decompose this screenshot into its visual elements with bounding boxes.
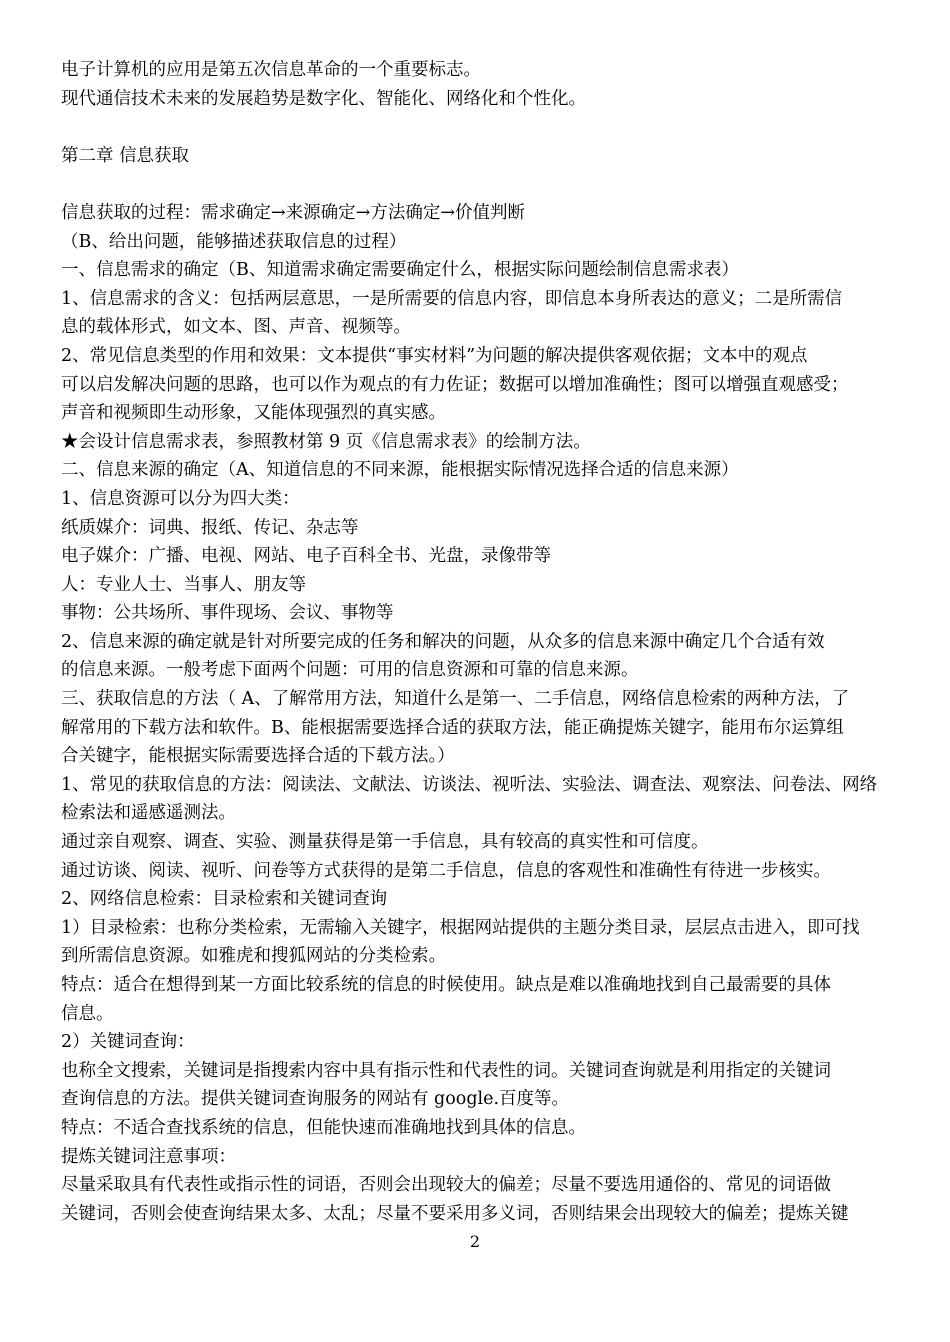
text-line: 2、网络信息检索：目录检索和关键词查询 bbox=[61, 889, 388, 910]
text-line: 通过访谈、阅读、视听、问卷等方式获得的是第二手信息，信息的客观性和准确性有待进一步核实。 bbox=[61, 860, 831, 881]
document-body bbox=[61, 56, 896, 1228]
text-line: 2、信息来源的确定就是针对所要完成的任务和解决的问题，从众多的信息来源中确定几个合适有效 bbox=[61, 631, 825, 652]
text-line: 到所需信息资源。如雅虎和搜狐网站的分类检索。 bbox=[61, 946, 446, 967]
text-line: 人：专业人士、当事人、朋友等 bbox=[61, 574, 306, 595]
text-line: 1、常见的获取信息的方法：阅读法、文献法、访谈法、视听法、实验法、调查法、观察法、问卷法、网络 bbox=[61, 774, 878, 795]
text-line: 可以启发解决问题的思路，也可以作为观点的有力佐证；数据可以增加准确性；图可以增强直观感受； bbox=[61, 374, 849, 395]
text-line: 电子计算机的应用是第五次信息革命的一个重要标志。 bbox=[61, 60, 481, 80]
section-heading: 三、获取信息的方法（ A、了解常用方法，知道什么是第一、二手信息，网络信息检索的两种方法，了 bbox=[61, 689, 850, 710]
text-line: 信息获取的过程：需求确定→来源确定→方法确定→价值判断 bbox=[61, 202, 525, 223]
text-line: 合关键字，能根据实际需要选择合适的下载方法。） bbox=[61, 746, 455, 767]
text-line: 1）目录检索：也称分类检索，无需输入关键字，根据网站提供的主题分类目录，层层点击进入，即可找 bbox=[61, 917, 860, 938]
text-line: 2）关键词查询： bbox=[61, 1032, 195, 1053]
text-line: 1、信息需求的含义：包括两层意思，一是所需要的信息内容，即信息本身所表达的意义；二是所需信 bbox=[61, 288, 843, 309]
text-line: 2、常见信息类型的作用和效果：文本提供“事实材料”为问题的解决提供客观依据；文本中的观点 bbox=[61, 345, 808, 366]
chapter-heading: 第二章 信息获取 bbox=[61, 145, 190, 166]
text-line: 也称全文搜索，关键词是指搜索内容中具有指示性和代表性的词。关键词查询就是利用指定的关键词 bbox=[61, 1060, 831, 1081]
section-heading: 一、信息需求的确定（B、知道需求确定需要确定什么，根据实际问题绘制信息需求表） bbox=[61, 260, 739, 281]
blank-line bbox=[61, 113, 896, 142]
text-line: 通过亲自观察、调查、实验、测量获得是第一手信息，具有较高的真实性和可信度。 bbox=[61, 832, 709, 853]
text-line: 的信息来源。一般考虑下面两个问题：可用的信息资源和可靠的信息来源。 bbox=[61, 660, 639, 681]
text-line: 声音和视频即生动形象，又能体现强烈的真实感。 bbox=[61, 403, 446, 424]
text-line: 尽量采取具有代表性或指示性的词语，否则会出现较大的偏差；尽量不要选用通俗的、常见的词语做 bbox=[61, 1175, 831, 1196]
text-line: 现代通信技术未来的发展趋势是数字化、智能化、网络化和个性化。 bbox=[61, 88, 586, 109]
text-line: 关键词，否则会使查询结果太多、太乱；尽量不要采用多义词，否则结果会出现较大的偏差；提炼关键 bbox=[61, 1203, 849, 1224]
blank-line bbox=[61, 170, 896, 199]
text-line: 纸质媒介：词典、报纸、传记、杂志等 bbox=[61, 517, 359, 538]
text-line: 解常用的下载方法和软件。B、能根据需要选择合适的获取方法，能正确提炼关键字，能用布尔运算组 bbox=[61, 717, 844, 738]
text-line: 电子媒介：广播、电视、网站、电子百科全书、光盘，录像带等 bbox=[61, 546, 551, 567]
text-line: 息的载体形式，如文本、图、声音、视频等。 bbox=[61, 317, 411, 338]
text-line: 事物：公共场所、事件现场、会议、事物等 bbox=[61, 603, 394, 624]
section-heading: 二、信息来源的确定（A、知道信息的不同来源，能根据实际情况选择合适的信息来源） bbox=[61, 460, 739, 481]
text-line: （B、给出问题，能够描述获取信息的过程） bbox=[61, 231, 407, 252]
text-line: 1、信息资源可以分为四大类： bbox=[61, 488, 300, 509]
text-line: ★会设计信息需求表，参照教材第 9 页《信息需求表》的绘制方法。 bbox=[61, 431, 591, 452]
text-line: 查询信息的方法。提供关键词查询服务的网站有 google.百度等。 bbox=[61, 1089, 570, 1110]
text-line: 信息。 bbox=[61, 1003, 114, 1024]
text-line: 提炼关键词注意事项： bbox=[61, 1146, 236, 1167]
page-number: 2 bbox=[469, 1232, 481, 1251]
text-line: 特点：适合在想得到某一方面比较系统的信息的时候使用。缺点是难以准确地找到自己最需要的具体 bbox=[61, 975, 831, 995]
text-line: 检索法和遥感遥测法。 bbox=[61, 803, 236, 824]
text-line: 特点：不适合查找系统的信息，但能快速而准确地找到具体的信息。 bbox=[61, 1117, 586, 1138]
